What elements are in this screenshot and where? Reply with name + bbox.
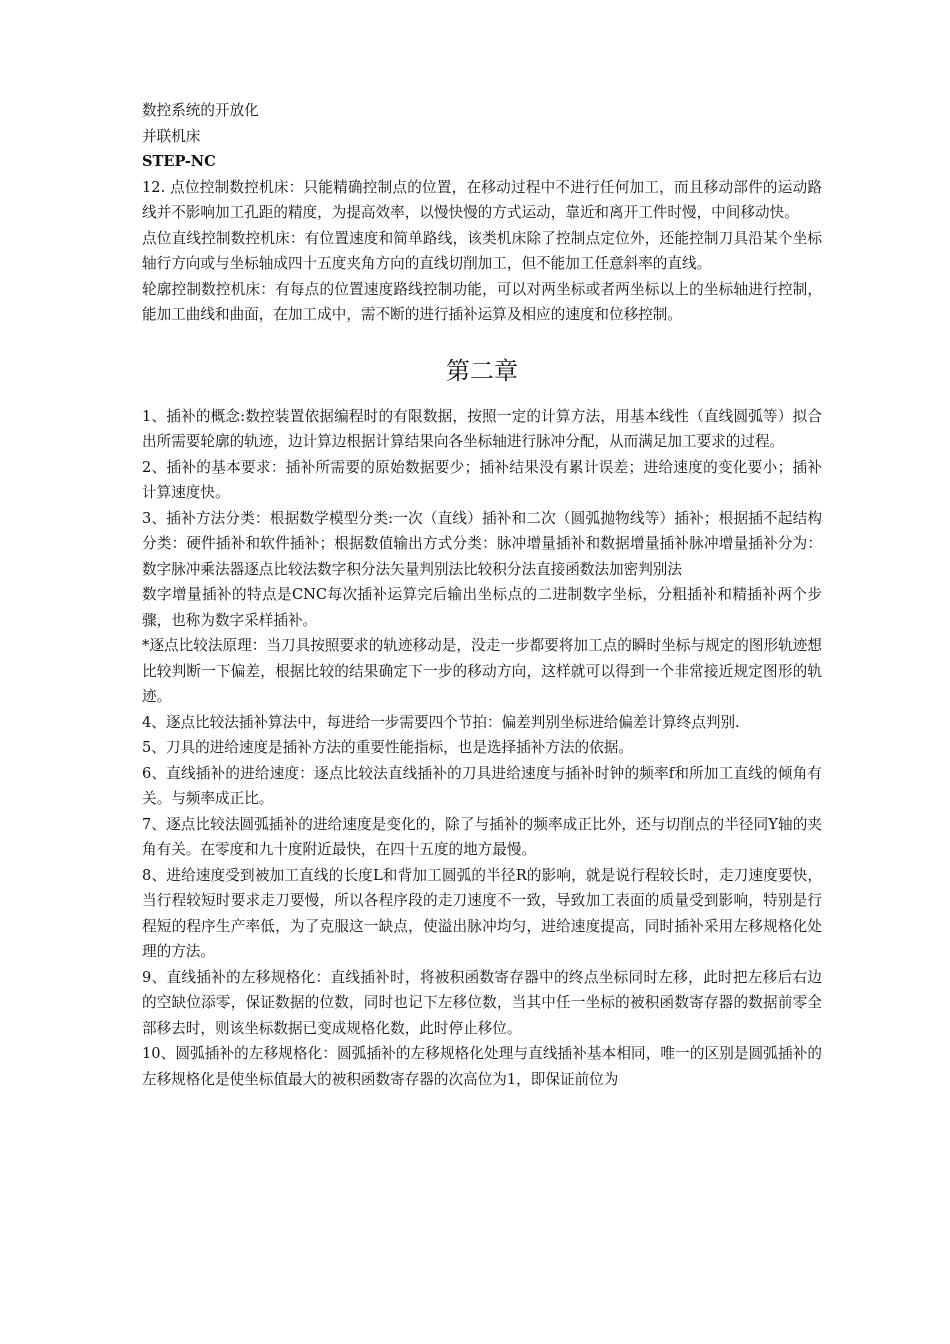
paragraph-item-5: 5、刀具的进给速度是插补方法的重要性能指标，也是选择插补方法的依据。 (142, 739, 633, 756)
paragraph-digital-increment: 数字增量插补的特点是CNC每次插补运算完后输出坐标点的二进制数字坐标，分粗插补和精插补两个步骤，也称为数字采样插补。 (142, 586, 822, 629)
paragraph-item-1: 1、插补的概念:数控装置依据编程时的有限数据，按照一定的计算方法，用基本线性（直线圆弧等）拟合出所需要轮廓的轨迹，边计算边根据计算结果向各坐标轴进行脉冲分配，从而满足加工要求的过程。 (142, 407, 822, 450)
paragraph-item-6: 6、直线插补的进给速度：逐点比较法直线插补的刀具进给速度与插补时钟的频率f和所加工直线的倾角有关。与频率成正比。 (142, 764, 822, 807)
paragraph-item-8: 8、进给速度受到被加工直线的长度L和背加工圆弧的半径R的影响，就是说行程较长时，走刀速度要快，当行程较短时要求走刀要慢，所以各程序段的走刀速度不一致，导致加工表面的质量受到影响，特别是行程短的程序生产率低，为了克服这一缺点，使溢出脉冲均匀，进给速度提高，同时插补采用左移规格化处理的方法。 (142, 866, 822, 960)
paragraph-item-10: 10、圆弧插补的左移规格化：圆弧插补的左移规格化处理与直线插补基本相同，唯一的区别是圆弧插补的左移规格化是使坐标值最大的被积函数寄存器的次高位为1，即保证前位为 (142, 1045, 822, 1088)
paragraph-contour-control: 轮廓控制数控机床：有每点的位置速度路线控制功能，可以对两坐标或者两坐标以上的坐标轴进行控制，能加工曲线和曲面，在加工成中，需不断的进行插补运算及相应的速度和位移控制。 (142, 280, 822, 323)
line-step-nc: STEP-NC (142, 153, 216, 170)
document-page (142, 98, 822, 1092)
line-parallel-machine: 并联机床 (142, 127, 201, 145)
paragraph-point-control: 12. 点位控制数控机床：只能精确控制点的位置，在移动过程中不进行任何加工，而且移动部件的运动路线并不影响加工孔距的精度，为提高效率，以慢快慢的方式运动，靠近和离开工件时慢，中间移动快。 (142, 178, 822, 221)
paragraph-item-2: 2、插补的基本要求：插补所需要的原始数据要少；插补结果没有累计误差；进给速度的变化要小；插补计算速度快。 (142, 458, 822, 501)
paragraph-item-4: 4、逐点比较法插补算法中，每进给一步需要四个节拍：偏差判别坐标进给偏差计算终点判别. (142, 713, 740, 731)
paragraph-point-line-control: 点位直线控制数控机床：有位置速度和简单路线，该类机床除了控制点定位外，还能控制刀具沿某个坐标轴行方向或与坐标轴成四十五度夹角方向的直线切削加工，但不能加工任意斜率的直线。 (142, 229, 822, 272)
section-two (142, 404, 822, 1093)
paragraph-point-comparison-principle: *逐点比较法原理：当刀具按照要求的轨迹移动是，没走一步都要将加工点的瞬时坐标与规定的图形轨迹想比较判断一下偏差，根据比较的结果确定下一步的移动方向，这样就可以得到一个非常接近规定图形的轨迹。 (142, 637, 822, 705)
line-open-nc: 数控系统的开放化 (142, 102, 259, 119)
paragraph-item-9: 9、直线插补的左移规格化：直线插补时，将被积函数寄存器中的终点坐标同时左移，此时把左移后右边的空缺位添零，保证数据的位数，同时也记下左移位数，当其中任一坐标的被积函数寄存器的数据前零全部移去时，则该坐标数据已变成规格化数，此时停止移位。 (142, 968, 822, 1037)
paragraph-item-7: 7、逐点比较法圆弧插补的进给速度是变化的，除了与插补的频率成正比外，还与切削点的半径同Y轴的夹角有关。在零度和九十度附近最快，在四十五度的地方最慢。 (142, 815, 822, 858)
paragraph-item-3: 3、插补方法分类：根据数学模型分类:一次（直线）插补和二次（圆弧抛物线等）插补；根据插不起结构分类：硬件插补和软件插补；根据数值输出方式分类：脉冲增量插补和数据增量插补脉冲增量插补分为：数字脉冲乘法器逐点比较法数字积分法矢量判别法比较积分法直接函数法加密判别法 (142, 509, 822, 578)
chapter-title: 第二章 (446, 356, 518, 385)
section-one (142, 98, 822, 328)
